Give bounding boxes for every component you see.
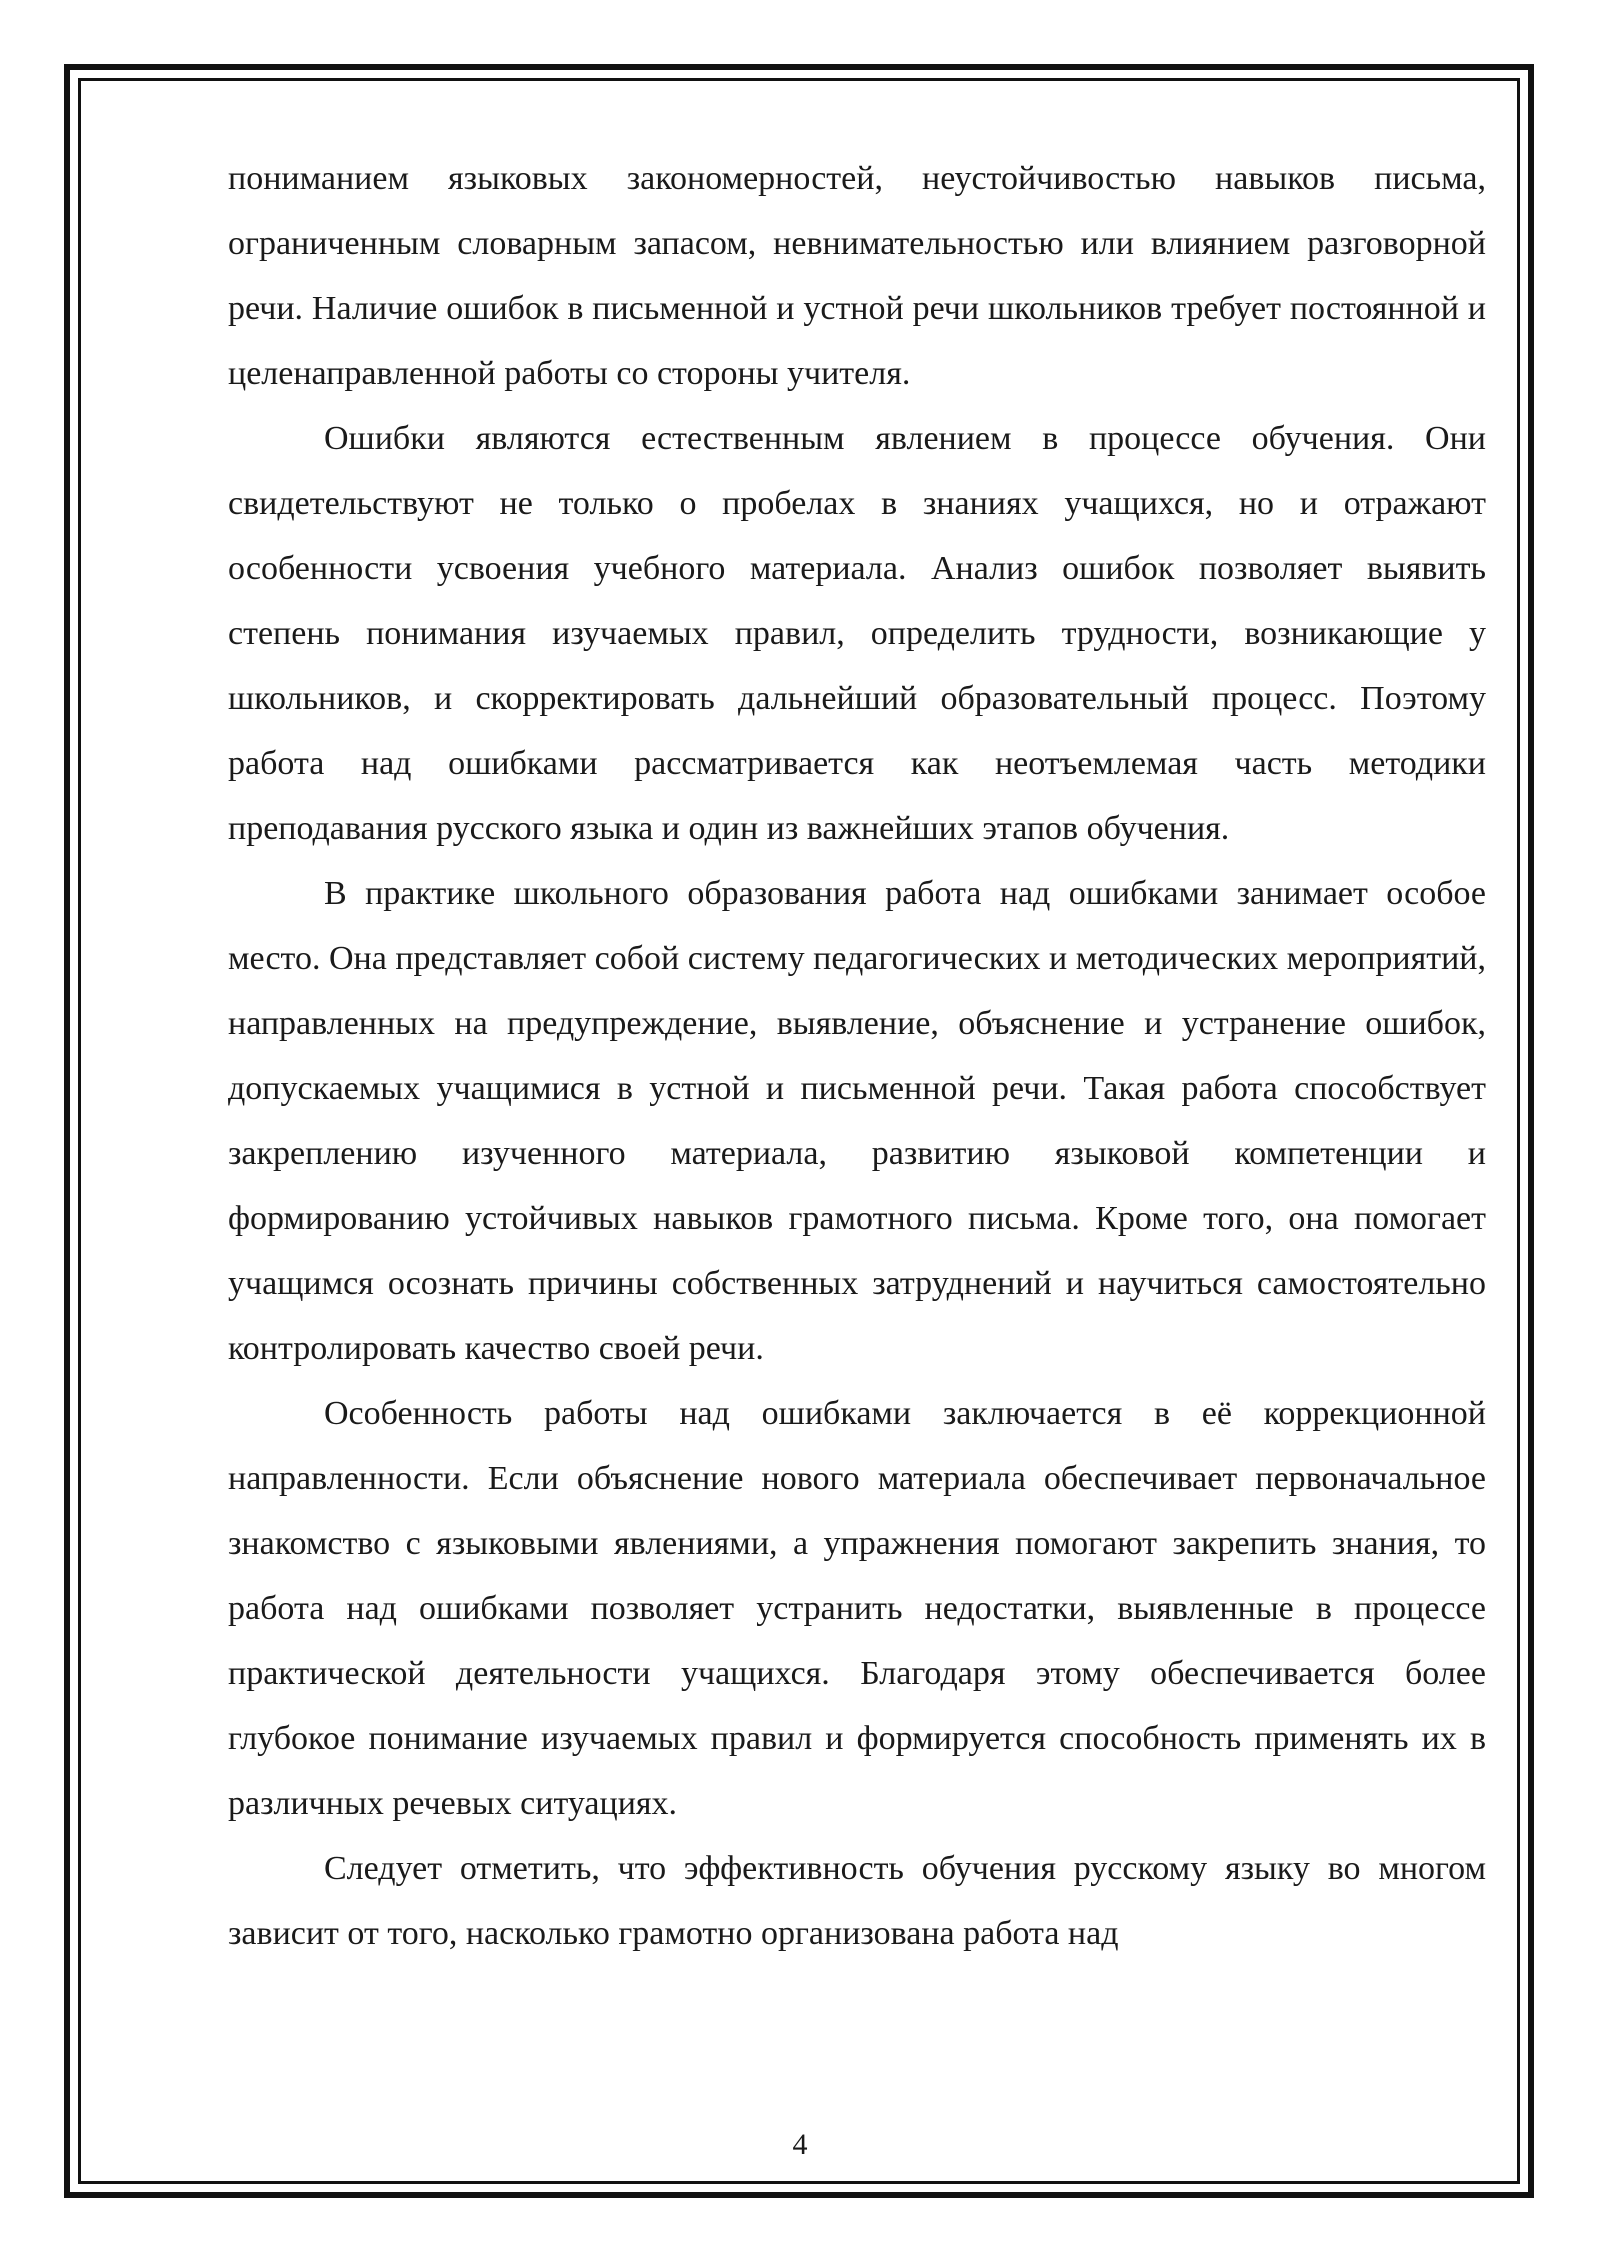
page-number: 4	[792, 2128, 808, 2161]
paragraph-4: Особенность работы над ошибками заключается в её коррекционной направленности. Если объяснение нового материала обеспечивает первоначальное знакомство с языковыми явлениями, а упражнения помогают закрепить знания, то работа над ошибками позволяет устранить недостатки, выявленные в процессе практической деятельности учащихся. Благодаря этому обеспечивается более глубокое понимание изучаемых правил и формируется способность применять их в различных речевых ситуациях.	[228, 1395, 1486, 1822]
paragraph-3: В практике школьного образования работа над ошибками занимает особое место. Она представляет собой систему педагогических и методических мероприятий, направленных на предупреждение, выявление, объяснение и устранение ошибок, допускаемых учащимися в устной и письменной речи. Такая работа способствует закреплению изученного материала, развитию языковой компетенции и формированию устойчивых навыков грамотного письма. Кроме того, она помогает учащимся осознать причины собственных затруднений и научиться самостоятельно контролировать качество своей речи.	[228, 875, 1486, 1367]
paragraph-1: пониманием языковых закономерностей, неустойчивостью навыков письма, ограниченным словарным запасом, невнимательностью или влиянием разговорной речи. Наличие ошибок в письменной и устной речи школьников требует постоянной и целенаправленной работы со стороны учителя.	[228, 160, 1486, 392]
paragraph-5: Следует отметить, что эффективность обучения русскому языку во многом зависит от того, насколько грамотно организована работа над	[228, 1850, 1486, 1952]
document-body	[228, 146, 1486, 1966]
paragraph-2: Ошибки являются естественным явлением в процессе обучения. Они свидетельствуют не только о пробелах в знаниях учащихся, но и отражают особенности усвоения учебного материала. Анализ ошибок позволяет выявить степень понимания изучаемых правил, определить трудности, возникающие у школьников, и скорректировать дальнейший образовательный процесс. Поэтому работа над ошибками рассматривается как неотъемлемая часть методики преподавания русского языка и один из важнейших этапов обучения.	[228, 420, 1486, 847]
